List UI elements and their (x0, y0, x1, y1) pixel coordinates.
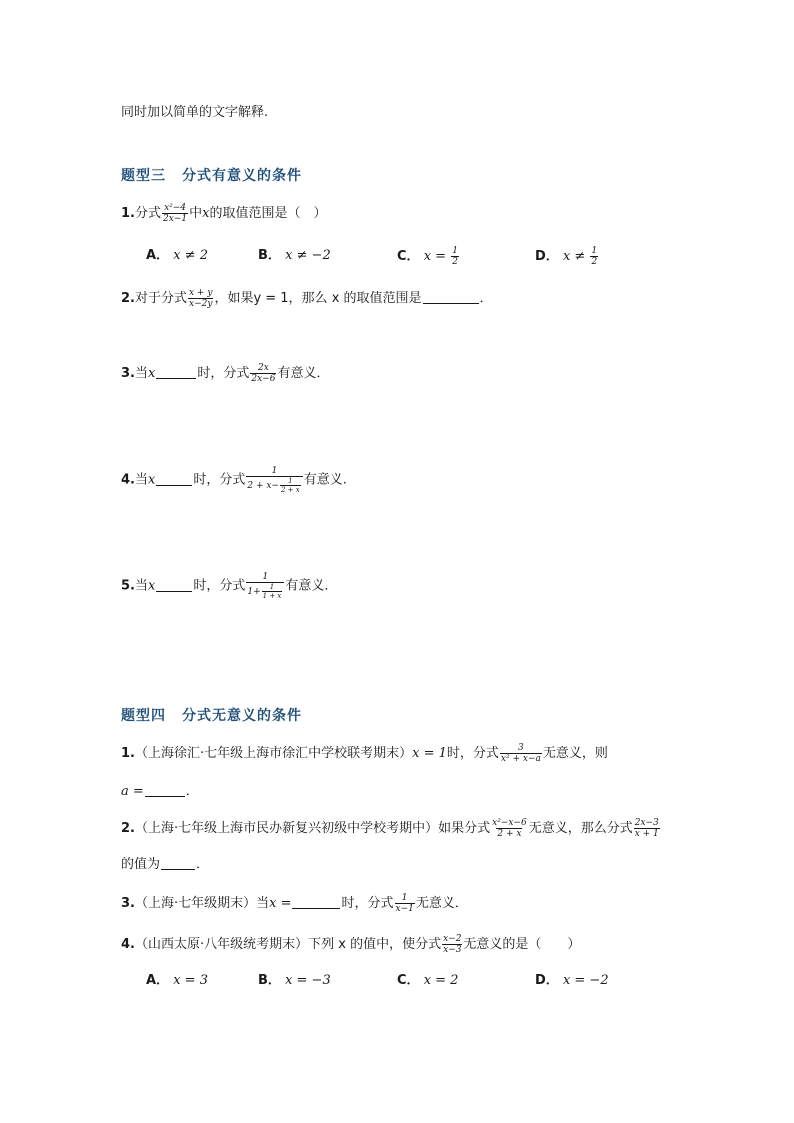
question-text: 无意义． (415, 896, 468, 911)
numerator: 2x (257, 363, 269, 373)
numerator: 1 (262, 572, 269, 582)
variable: x (148, 472, 156, 488)
question-text: 无意义，那么分式 (528, 821, 633, 836)
option-expr: x ≠ 2 (173, 248, 208, 263)
denominator: 2 (591, 257, 598, 267)
answer-blank[interactable] (156, 364, 196, 379)
option-expr: x = 3 (173, 973, 208, 988)
question-text: 时，分式 (197, 366, 250, 381)
numerator: 1 (269, 583, 275, 591)
answer-blank[interactable] (156, 471, 192, 486)
fraction (395, 893, 415, 914)
question-text: （上海徐汇·七年级上海市徐汇中学校联考期末） (134, 746, 413, 761)
section-4-heading: 分式无意义的条件 (182, 708, 302, 724)
answer-blank[interactable] (292, 894, 340, 909)
option-expr: x = −3 (285, 973, 331, 988)
fraction (442, 934, 462, 955)
question-text: ． (479, 291, 493, 306)
variable: a = (121, 784, 144, 799)
option-c[interactable] (397, 246, 460, 267)
question-text: 中 (189, 206, 203, 221)
fraction (188, 288, 213, 309)
numerator: x²−4 (164, 203, 187, 213)
denominator-part: 2 + x− (247, 481, 279, 491)
numerator: 1 (452, 246, 458, 256)
answer-blank[interactable] (423, 289, 479, 304)
question-text: （上海·七年级上海市民办新复兴初级中学校考期中）如果分式 (134, 821, 491, 836)
option-b[interactable] (258, 246, 331, 266)
option-letter: C． (397, 249, 420, 264)
numerator: x + y (189, 288, 213, 298)
complex-fraction (246, 572, 284, 600)
answer-blank[interactable] (156, 577, 192, 592)
fraction (491, 818, 528, 839)
question-3-4 (121, 466, 347, 494)
question-number: 2. (121, 291, 135, 306)
question-number: 5. (121, 578, 135, 594)
question-4-1 (121, 743, 608, 764)
question-text: （山西太原·八年级统考期末）下列 x 的值中，使分式 (134, 937, 442, 952)
fraction (634, 818, 660, 839)
option-letter: D． (535, 249, 559, 264)
fraction (500, 743, 542, 764)
numerator: 1 (591, 246, 598, 256)
option-letter: B． (258, 973, 281, 988)
complex-fraction (246, 466, 302, 494)
option-d[interactable] (535, 246, 599, 267)
option-b[interactable] (258, 971, 331, 991)
fraction (250, 363, 276, 384)
numerator: 1 (271, 466, 278, 476)
denominator: 2 + x (497, 829, 522, 839)
option-expr: x = −2 (562, 973, 609, 988)
inner-fraction (262, 583, 283, 600)
question-text: 有意义. (303, 472, 347, 488)
option-letter: B． (258, 248, 281, 263)
variable: x (148, 578, 156, 594)
answer-blank[interactable] (161, 855, 195, 870)
question-4-2 (121, 818, 661, 839)
denominator: x−2y (189, 299, 213, 309)
numerator: 1 (401, 893, 408, 903)
question-3-3 (121, 363, 329, 384)
question-text: ． (185, 784, 199, 799)
answer-blank[interactable] (145, 782, 185, 797)
denominator: x−3 (443, 945, 462, 955)
question-number: 2. (121, 821, 135, 836)
question-text: 时，分式 (193, 472, 246, 488)
numerator: x²−x−6 (492, 818, 527, 828)
numerator: 2x−3 (634, 818, 659, 828)
question-4-3 (121, 893, 468, 914)
option-letter: D． (535, 973, 559, 988)
option-d[interactable] (535, 971, 609, 991)
numerator: 3 (518, 743, 524, 753)
question-number: 3. (121, 896, 135, 911)
option-letter: A． (146, 973, 170, 988)
denominator: x−1 (395, 904, 414, 914)
question-3-2 (121, 288, 493, 309)
fraction (162, 203, 188, 224)
question-3-5 (121, 572, 337, 600)
option-a[interactable] (146, 971, 208, 991)
question-text: ，如果y = 1，那么 x 的取值范围是 (214, 291, 422, 306)
question-text: 对于分式 (134, 291, 187, 306)
option-expr: x ≠ (562, 249, 586, 264)
denominator: 2 (452, 257, 458, 267)
question-text: 当 (134, 366, 148, 381)
question-text: 的值为 (121, 857, 161, 872)
section-3-label: 题型三 (121, 168, 166, 184)
question-number: 3. (121, 366, 135, 381)
question-text: 无意义的是（ ） (463, 937, 581, 952)
denominator: 2x−1 (163, 214, 188, 224)
question-text: 有意义． (285, 578, 338, 594)
question-number: 4. (121, 937, 135, 952)
denominator: x + 1 (634, 829, 659, 839)
question-4-2-line2 (121, 855, 209, 875)
question-text: 无意义，则 (542, 746, 608, 761)
question-text: ． (196, 857, 210, 872)
variable: x = (269, 896, 292, 911)
variable: x (148, 366, 156, 381)
intro-text: 同时加以简单的文字解释. (121, 105, 269, 120)
question-text: （上海·七年级期末）当 (134, 896, 270, 911)
option-c[interactable] (397, 971, 458, 991)
section-3-heading: 分式有意义的条件 (182, 168, 302, 184)
variable: x (202, 206, 210, 221)
option-letter: C． (397, 973, 420, 988)
denominator: 2 + x (280, 486, 300, 494)
question-text: 分式 (134, 206, 161, 221)
question-4-1-line2 (121, 782, 199, 802)
inner-fraction (280, 477, 301, 494)
fraction (451, 246, 459, 267)
question-text: 时，分式 (341, 896, 394, 911)
section-title-4 (121, 706, 302, 726)
denominator: 2x−6 (251, 374, 276, 384)
question-number: 4. (121, 472, 135, 488)
denominator (246, 476, 302, 494)
question-number: 1. (121, 746, 135, 761)
question-text: 时，分式 (193, 578, 246, 594)
option-letter: A． (146, 248, 170, 263)
option-expr: x = 2 (423, 973, 459, 988)
option-expr: x = (423, 249, 447, 264)
option-expr: x ≠ −2 (285, 248, 331, 263)
question-3-1 (121, 203, 326, 224)
denominator (246, 582, 284, 600)
question-text: 的取值范围是（ ） (209, 206, 327, 221)
numerator: x−2 (443, 934, 462, 944)
fraction (590, 246, 598, 267)
question-text: 当 (134, 578, 148, 594)
denominator: x² + x−a (500, 754, 541, 764)
condition: x = 1 (412, 746, 447, 761)
question-text: 当 (134, 472, 148, 488)
numerator: 1 (288, 477, 293, 485)
section-title-3 (121, 166, 302, 186)
question-4-4 (121, 934, 580, 955)
question-number: 1. (121, 206, 135, 221)
question-text: 时，分式 (446, 746, 499, 761)
option-a[interactable] (146, 246, 208, 266)
question-text: 有意义． (277, 366, 330, 381)
section-4-label: 题型四 (121, 708, 166, 724)
denominator: 1 + x (262, 592, 282, 600)
denominator-part: 1+ (247, 587, 261, 597)
